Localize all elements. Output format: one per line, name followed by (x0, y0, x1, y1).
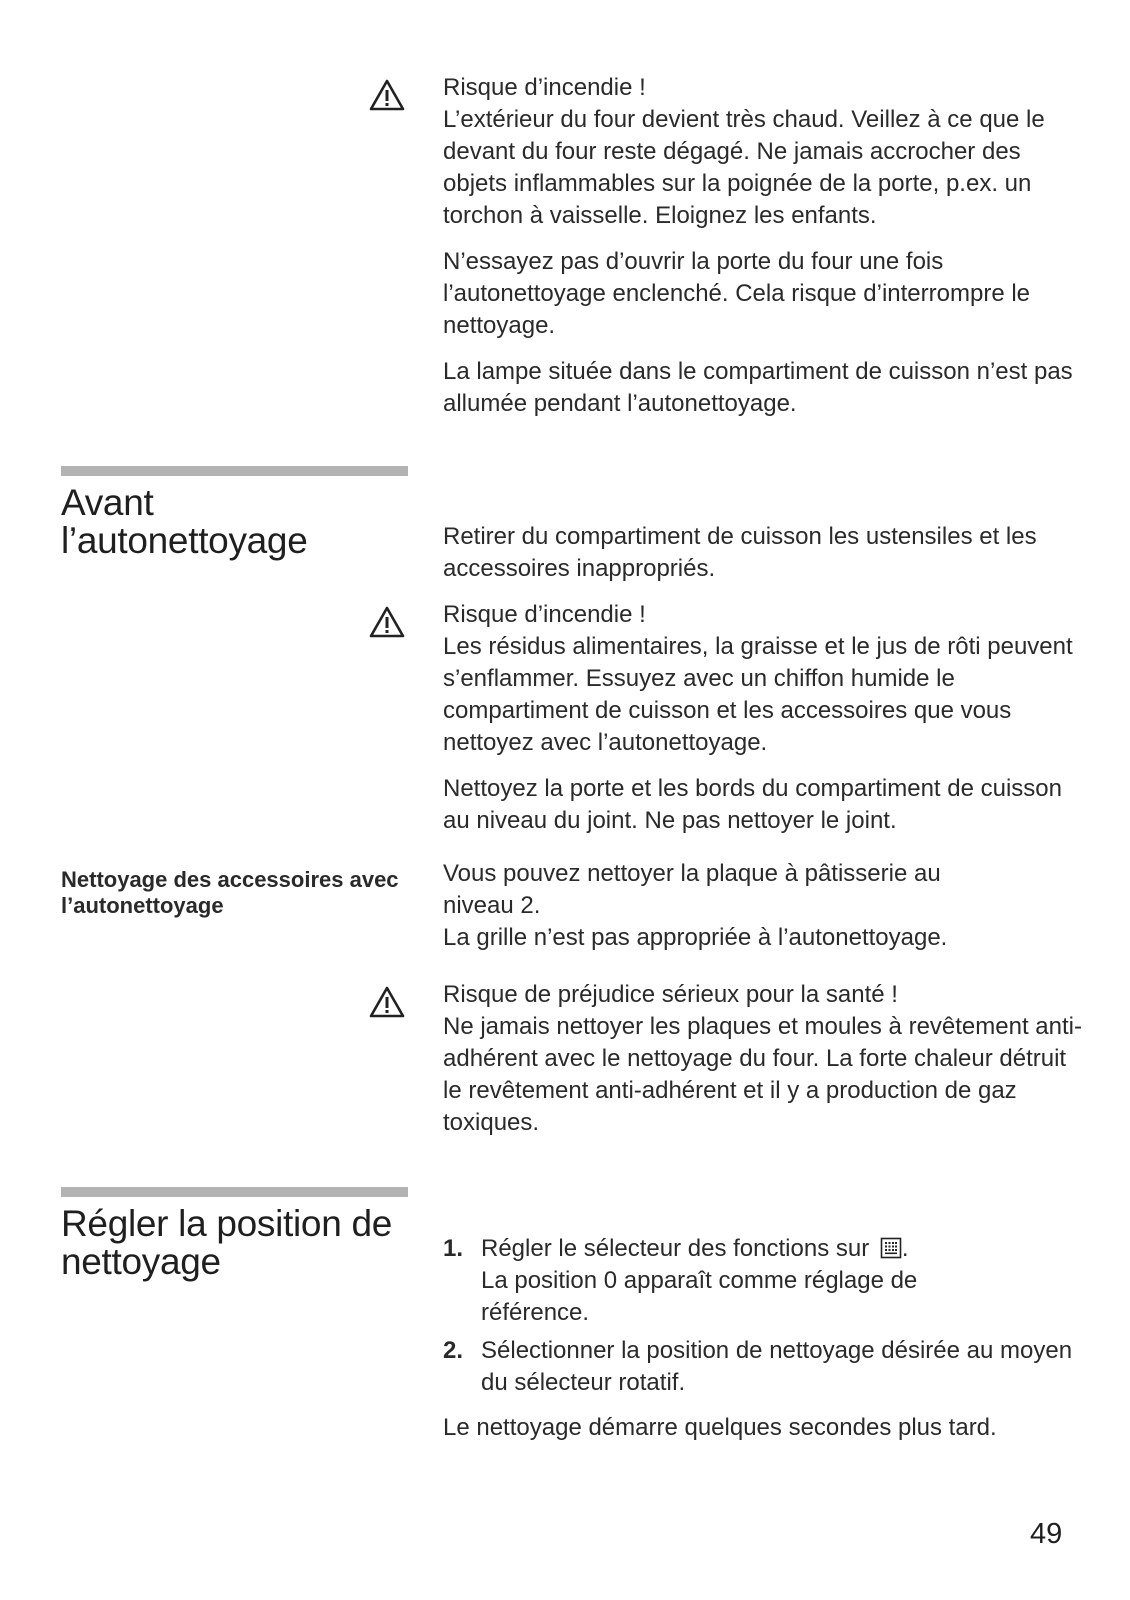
step-text: Régler le sélecteur des fonctions sur (481, 1235, 870, 1262)
paragraph-plaque: Vous pouvez nettoyer la plaque à pâtisserie au niveau 2. La grille n’est pas appropriée à l’autonettoyage. (443, 860, 948, 951)
section-heading-avant: Avant l’autonettoyage (61, 482, 308, 561)
warning-body: Ne jamais nettoyer les plaques et moules à revêtement anti-adhérent avec le nettoyage du four. La forte chaleur détruit le revêtement anti-adhérent et il y a production de gaz toxiques. (443, 1013, 1082, 1136)
paragraph-lamp: La lampe située dans le compartiment de cuisson n’est pas allumée pendant l’autonettoyage. (443, 358, 1073, 417)
paragraph-porte: Nettoyez la porte et les bords du compartiment de cuisson au niveau du joint. Ne pas nettoyer le joint. (443, 775, 1062, 834)
paragraph-door: N’essayez pas d’ouvrir la porte du four une fois l’autonettoyage enclenché. Cela risque d’interrompre le nettoyage. (443, 248, 1031, 339)
self-clean-symbol-icon (880, 1237, 902, 1259)
step-subtext: La position 0 apparaît comme réglage de référence. (481, 1267, 918, 1326)
paragraph-retirer: Retirer du compartiment de cuisson les ustensiles et les accessoires inappropriés. (443, 523, 1037, 582)
warning-fire-block-1 (443, 72, 1083, 232)
warning-fire-block-2 (443, 599, 1083, 759)
warning-icon (368, 985, 406, 1019)
warning-title: Risque d’incendie ! (443, 601, 646, 628)
warning-title: Risque de préjudice sérieux pour la santé ! (443, 981, 898, 1008)
paragraph-closing: Le nettoyage démarre quelques secondes plus tard. (443, 1414, 997, 1441)
step-number: 2. (443, 1337, 464, 1364)
warning-title: Risque d’incendie ! (443, 74, 646, 101)
step-text: Sélectionner la position de nettoyage désirée au moyen du sélecteur rotatif. (481, 1337, 1073, 1396)
warning-icon (368, 605, 406, 639)
step-number: 1. (443, 1235, 464, 1262)
warning-health-block (443, 979, 1083, 1139)
step-2 (443, 1335, 1083, 1399)
section-rule (61, 1187, 408, 1197)
section-rule (61, 466, 408, 476)
subheading-accessoires: Nettoyage des accessoires avec l’autonettoyage (61, 867, 399, 918)
warning-body: Les résidus alimentaires, la graisse et le jus de rôti peuvent s’enflammer. Essuyez avec un chiffon humide le compartiment de cuisson et les accessoires que vous nettoyez avec l’autonettoyage. (443, 633, 1073, 756)
warning-icon (368, 78, 406, 112)
warning-body: L’extérieur du four devient très chaud. Veillez à ce que le devant du four reste dégagé. Ne jamais accrocher des objets inflammables sur la poignée de la porte, p.ex. un torchon à vaisselle. Eloignez les enfants. (443, 106, 1045, 229)
section-heading-regler: Régler la position de nettoyage (61, 1203, 393, 1282)
page-number: 49 (1030, 1518, 1063, 1550)
step-1: 1. Régler le sélecteur des fonctions sur . La position 0 apparaît comme réglage de référence. (443, 1233, 1083, 1329)
